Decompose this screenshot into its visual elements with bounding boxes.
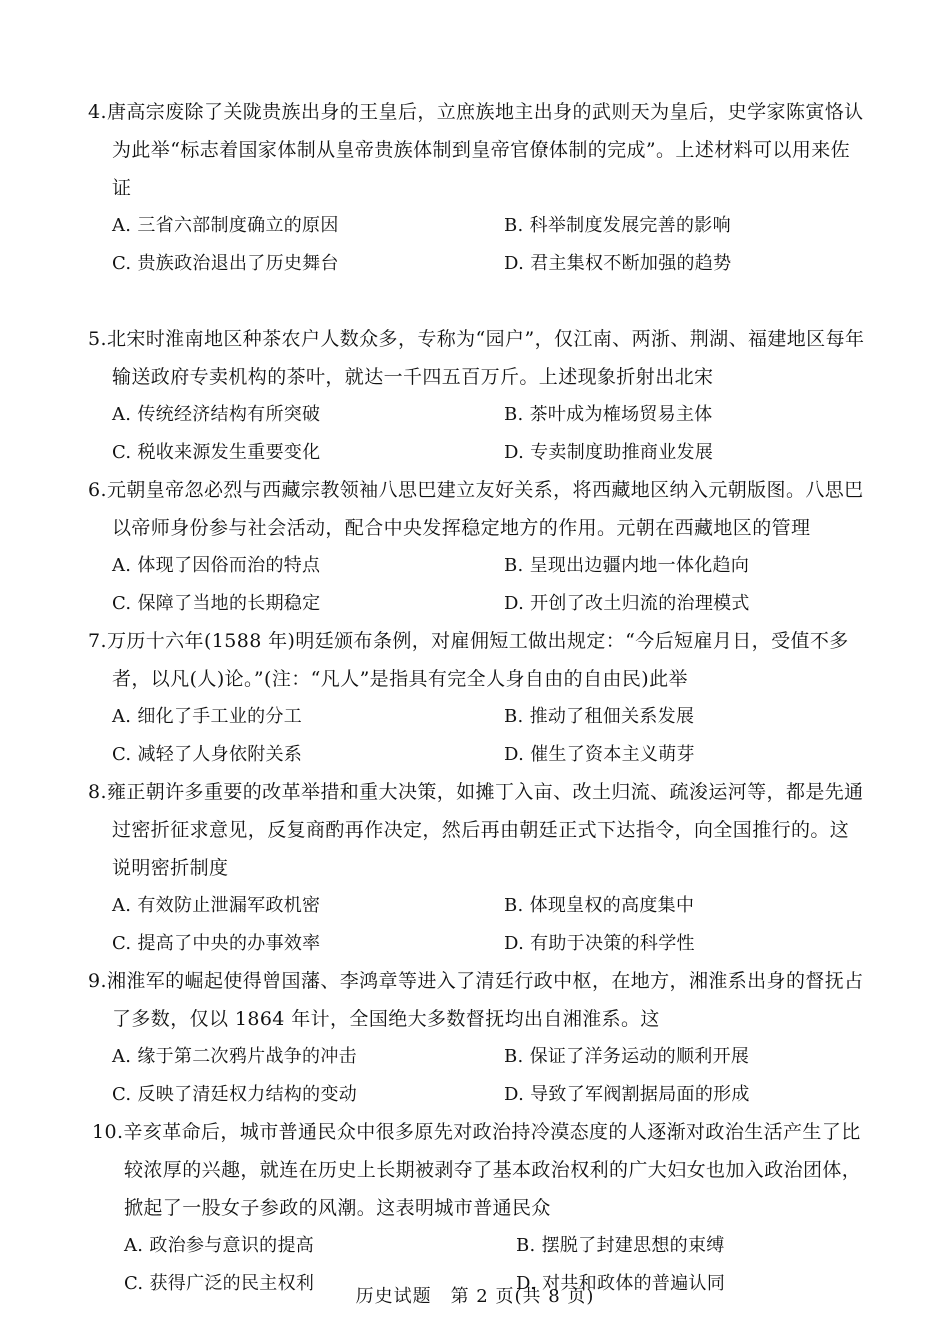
- question-6: [88, 471, 868, 623]
- question-number: 6.: [88, 479, 107, 501]
- question-number: 7.: [88, 630, 107, 652]
- question-7: [88, 622, 868, 774]
- option-d: D. 对共和政体的普遍认同: [516, 1273, 726, 1294]
- option-b: B. 呈现出边疆内地一体化趋向: [504, 555, 750, 576]
- option-d: D. 导致了军阀割据局面的形成: [504, 1084, 750, 1105]
- option-d: D. 催生了资本主义萌芽: [504, 744, 695, 765]
- option-a: A. 有效防止泄漏军政机密: [112, 895, 321, 916]
- question-stem: [88, 962, 868, 1038]
- options: [88, 1038, 892, 1114]
- option-a: A. 传统经济结构有所突破: [112, 404, 321, 425]
- question-number: 5.: [88, 328, 107, 350]
- question-number: 4.: [88, 101, 107, 123]
- option-d: D. 君主集权不断加强的趋势: [504, 253, 732, 274]
- option-c: C. 反映了清廷权力结构的变动: [112, 1084, 358, 1105]
- option-c: C. 减轻了人身依附关系: [112, 744, 303, 765]
- question-text: 北宋时淮南地区种茶农户人数众多，专称为“园户”，仅江南、两浙、荆湖、福建地区每年输送政府专卖机构的茶叶，就达一千四五百万斤。上述现象折射出北宋: [106, 328, 865, 388]
- options: [88, 207, 892, 283]
- question-number: 9.: [88, 970, 107, 992]
- option-a: A. 政治参与意识的提高: [124, 1235, 315, 1256]
- question-text: 湘淮军的崛起使得曾国藩、李鸿章等进入了清廷行政中枢，在地方，湘淮系出身的督抚占了多数，仅以 1864 年计，全国绝大多数督抚均出自湘淮系。这: [106, 970, 864, 1030]
- option-b: B. 推动了租佃关系发展: [504, 706, 695, 727]
- question-stem: [88, 773, 868, 887]
- option-d: D. 开创了改土归流的治理模式: [504, 593, 750, 614]
- page-footer: 历史试题 第 2 页(共 8 页): [355, 1286, 595, 1307]
- option-c: C. 贵族政治退出了历史舞台: [112, 253, 339, 274]
- question-10: [92, 1113, 872, 1303]
- question-stem: [88, 622, 868, 698]
- question-text: 元朝皇帝忽必烈与西藏宗教领袖八思巴建立友好关系，将西藏地区纳入元朝版图。八思巴以帝师身份参与社会活动，配合中央发挥稳定地方的作用。元朝在西藏地区的管理: [106, 479, 864, 539]
- question-text: 万历十六年(1588 年)明廷颁布条例，对雇佣短工做出规定：“今后短雇月日，受值不多者，以凡(人)论。”(注：“凡人”是指具有完全人身自由的自由民)此举: [106, 630, 849, 690]
- question-stem: [92, 1113, 872, 1227]
- option-c: C. 保障了当地的长期稳定: [112, 593, 321, 614]
- question-9: [88, 962, 868, 1114]
- question-text: 唐高宗废除了关陇贵族出身的王皇后，立庶族地主出身的武则天为皇后，史学家陈寅恪认为此举“标志着国家体制从皇帝贵族体制到皇帝官僚体制的完成”。上述材料可以用来佐证: [106, 101, 864, 199]
- option-b: B. 体现皇权的高度集中: [504, 895, 695, 916]
- options: [88, 547, 892, 623]
- option-a: A. 三省六部制度确立的原因: [112, 215, 339, 236]
- question-8: [88, 773, 868, 963]
- option-b: B. 摆脱了封建思想的束缚: [516, 1235, 725, 1256]
- option-d: D. 专卖制度助推商业发展: [504, 442, 714, 463]
- option-a: A. 缘于第二次鸦片战争的冲击: [112, 1046, 357, 1067]
- option-a: A. 体现了因俗而治的特点: [112, 555, 321, 576]
- question-number: 8.: [88, 781, 107, 803]
- question-5: [88, 320, 868, 472]
- option-c: C. 提高了中央的办事效率: [112, 933, 321, 954]
- question-text: 雍正朝许多重要的改革举措和重大决策，如摊丁入亩、改土归流、疏浚运河等，都是先通过密折征求意见，反复商酌再作决定，然后再由朝廷正式下达指令，向全国推行的。这说明密折制度: [106, 781, 864, 879]
- option-b: B. 保证了洋务运动的顺利开展: [504, 1046, 750, 1067]
- question-4: [88, 93, 868, 283]
- option-b: B. 科举制度发展完善的影响: [504, 215, 731, 236]
- question-stem: [88, 93, 868, 207]
- option-b: B. 茶叶成为榷场贸易主体: [504, 404, 713, 425]
- question-stem: [88, 471, 868, 547]
- question-stem: [88, 320, 868, 396]
- option-d: D. 有助于决策的科学性: [504, 933, 695, 954]
- options: [88, 698, 892, 774]
- option-c: C. 税收来源发生重要变化: [112, 442, 321, 463]
- option-c: C. 获得广泛的民主权利: [124, 1273, 315, 1294]
- question-number: 10.: [92, 1121, 124, 1143]
- options: [88, 887, 892, 963]
- question-text: 辛亥革命后，城市普通民众中很多原先对政治持冷漠态度的人逐渐对政治生活产生了比较浓厚的兴趣，就连在历史上长期被剥夺了基本政治权利的广大妇女也加入政治团体，掀起了一股女子参政的风潮。这表明城市普通民众: [123, 1121, 862, 1219]
- option-a: A. 细化了手工业的分工: [112, 706, 303, 727]
- options: [88, 396, 892, 472]
